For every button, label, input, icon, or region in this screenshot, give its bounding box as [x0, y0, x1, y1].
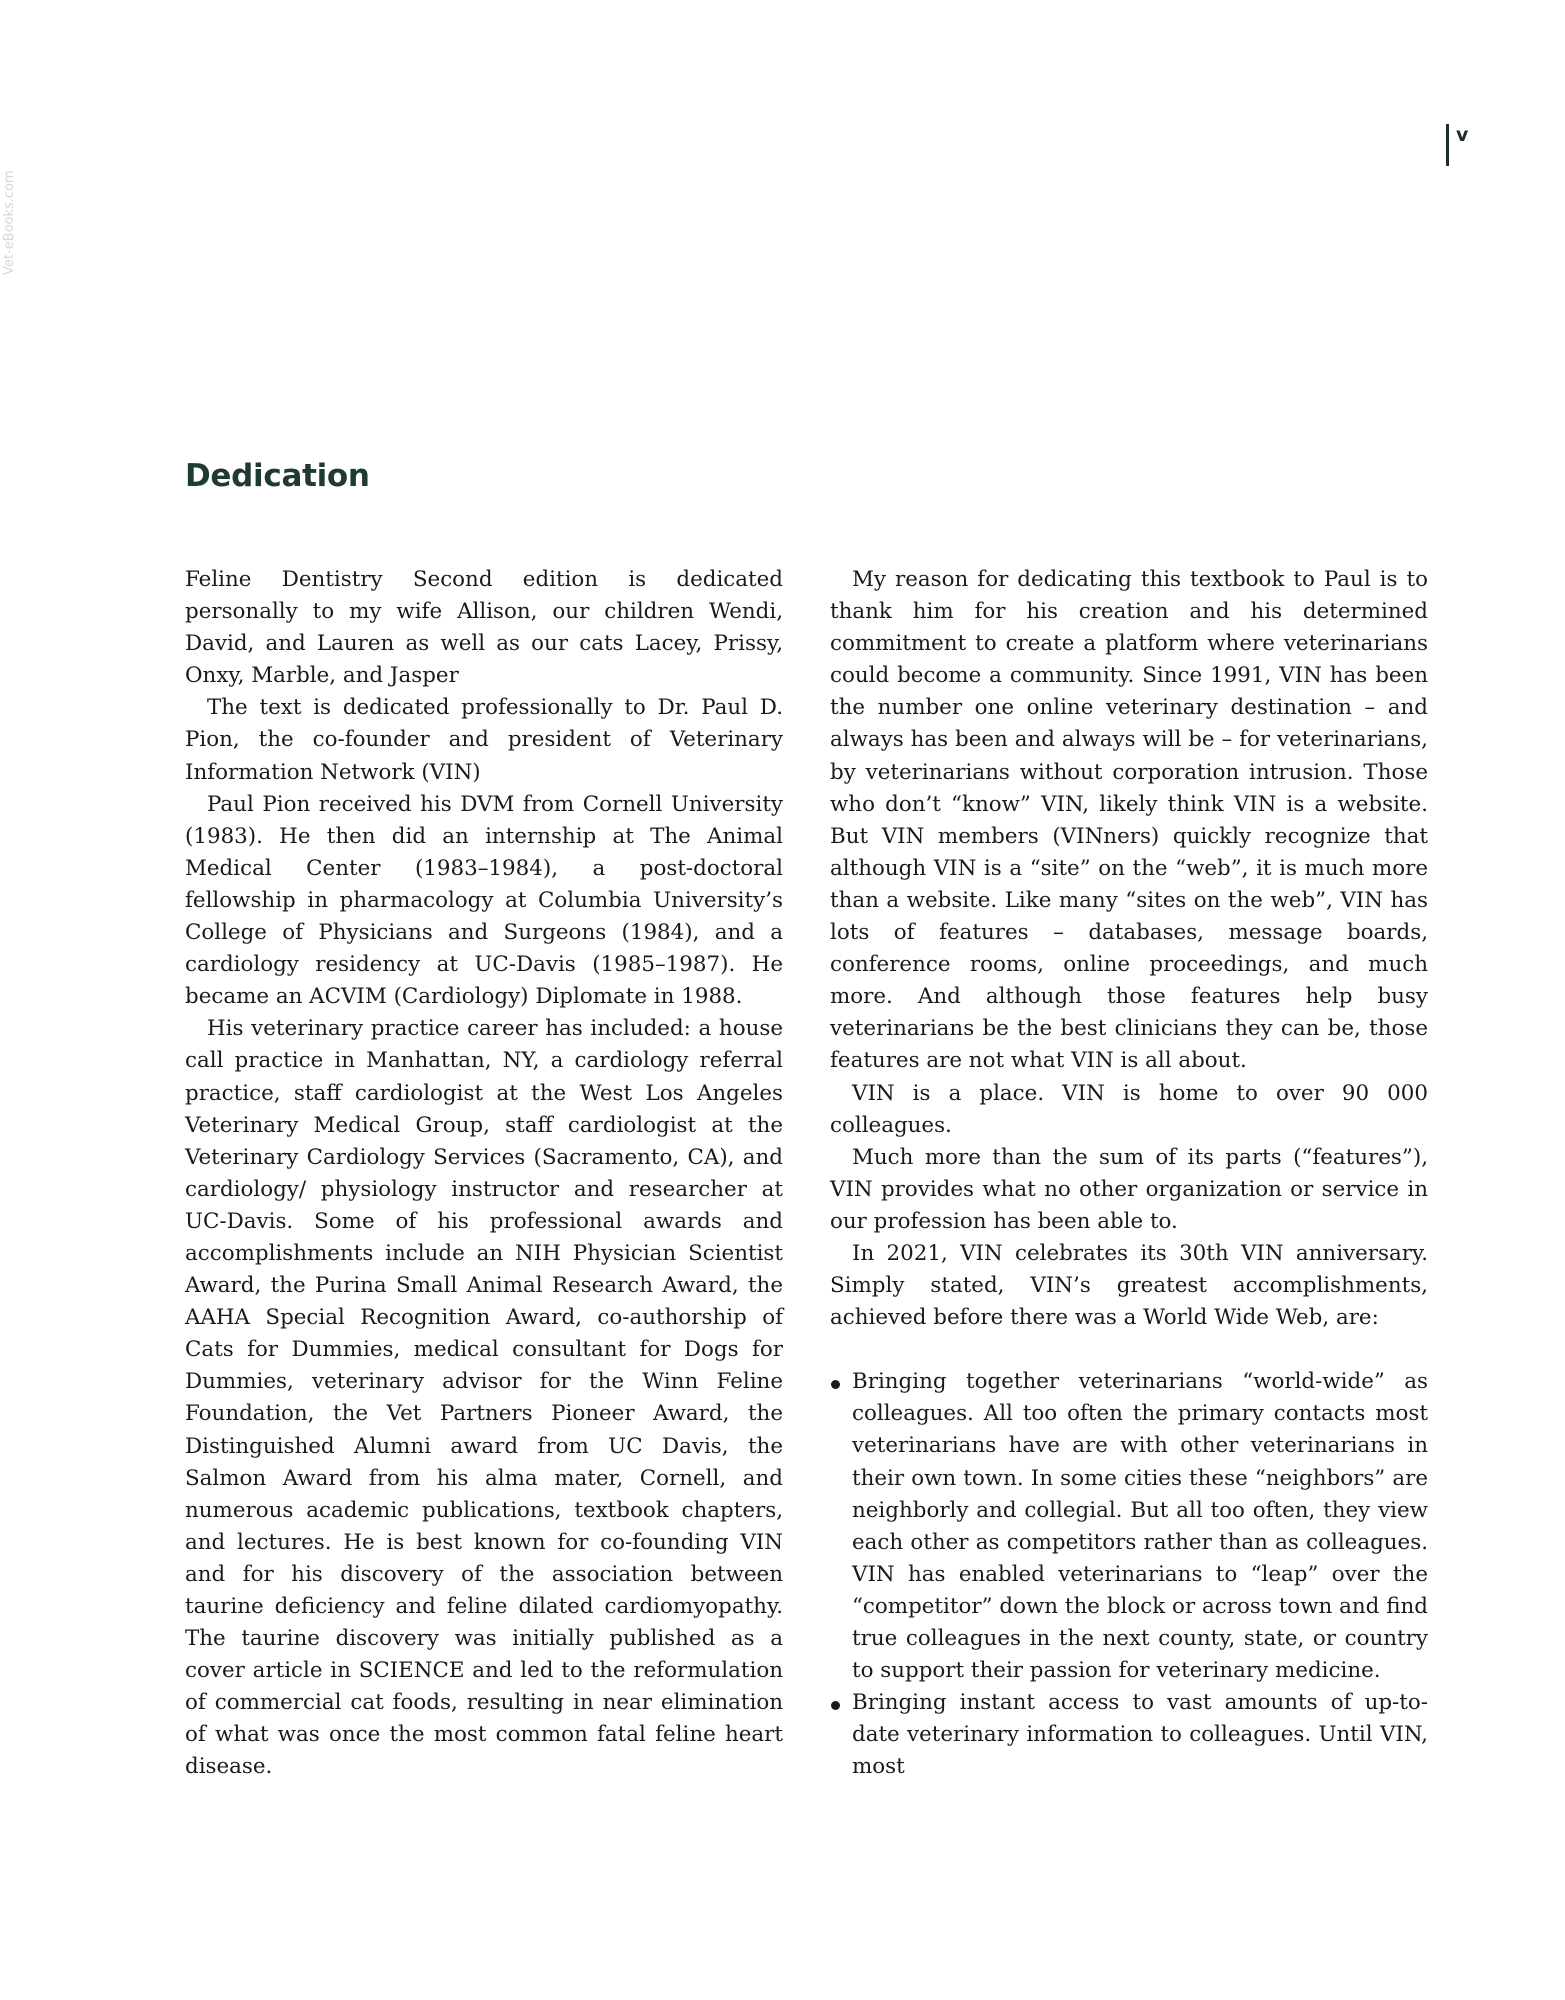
- right-column: [830, 564, 1428, 1783]
- bullet-list: [830, 1366, 1428, 1783]
- bullet-icon: [831, 1380, 840, 1389]
- left-column: [185, 564, 783, 1784]
- watermark-text: Vet-eBooks.com: [2, 170, 17, 275]
- paragraph: In 2021, VIN celebrates its 30th VIN anniversary. Simply stated, VIN’s greatest accomplishments, achieved before there was a World Wide Web, are:: [830, 1240, 1428, 1331]
- bullet-icon: [831, 1701, 840, 1710]
- page-title: Dedication: [185, 458, 370, 494]
- paragraph: My reason for dedicating this textbook to Paul is to thank him for his creation and his determined commitment to create a platform where veterinarians could become a community. Since 1991, VIN has been the number one online veterinary destination – and always has been and always will be – for veterinarians, by veterinarians without corporation intrusion. Those who don’t “know” VIN, likely think VIN is a website. But VIN members (VINners) quickly recognize that although VIN is a “site” on the “web”, it is much more than a website. Like many “sites on the web”, VIN has lots of features – databases, message boards, conference rooms, online proceedings, and much more. And although those features help busy veterinarians be the best clinicians they can be, those features are not what VIN is all about.: [830, 567, 1428, 1074]
- list-item: [830, 1366, 1428, 1687]
- paragraph: Paul Pion received his DVM from Cornell University (1983). He then did an internship at The Animal Medical Center (1983–1984), a post-doctoral fellowship in pharmacology at Columbia University’s College of Physicians and Surgeons (1984), and a cardiology residency at UC-Davis (1985–1987). He became an ACVIM (Cardiology) Diplomate in 1988.: [185, 791, 783, 1010]
- list-item: [830, 1687, 1428, 1783]
- list-item-text: Bringing instant access to vast amounts of up-to-date veterinary information to colleagues. Until VIN, most: [852, 1690, 1428, 1780]
- paragraph: Feline Dentistry Second edition is dedicated personally to my wife Allison, our children Wendi, David, and Lauren as well as our cats Lacey, Prissy, Onxy, Marble, and Jasper: [185, 567, 783, 689]
- paragraph: The text is dedicated professionally to Dr. Paul D. Pion, the co-founder and president of Veterinary Information Network (VIN): [185, 695, 783, 785]
- paragraph: His veterinary practice career has included: a house call practice in Manhattan, NY, a cardiology referral practice, staff cardiologist at the West Los Angeles Veterinary Medical Group, staff cardiologist at the Veterinary Cardiology Services (Sacramento, CA), and cardiology/ physiology instructor and researcher at UC-Davis. Some of his professional awards and accomplishments include an NIH Physician Scientist Award, the Purina Small Animal Research Award, the AAHA Special Recognition Award, co-authorship of Cats for Dummies, medical consultant for Dogs for Dummies, veterinary advisor for the Winn Feline Foundation, the Vet Partners Pioneer Award, the Distinguished Alumni award from UC Davis, the Salmon Award from his alma mater, Cornell, and numerous academic publications, textbook chapters, and lectures. He is best known for co-founding VIN and for his discovery of the association between taurine deficiency and feline dilated cardiomyopathy. The taurine discovery was initially published as a cover article in SCIENCE and led to the reformulation of commercial cat foods, resulting in near elimination of what was once the most common fatal feline heart disease.: [185, 1016, 783, 1780]
- paragraph: VIN is a place. VIN is home to over 90 000 colleagues.: [830, 1080, 1428, 1138]
- page-number: v: [1456, 124, 1469, 146]
- page-number-rule: [1446, 124, 1449, 166]
- list-item-text: Bringing together veterinarians “world-wide” as colleagues. All too often the primary contacts most veterinarians have are with other veterinarians in their own town. In some cities these “neighbors” are neighborly and collegial. But all too often, they view each other as competitors rather than as colleagues. VIN has enabled veterinarians to “leap” over the “competitor” down the block or across town and find true colleagues in the next county, state, or country to support their passion for veterinary medicine.: [852, 1369, 1428, 1684]
- paragraph: Much more than the sum of its parts (“features”), VIN provides what no other organization or service in our profession has been able to.: [830, 1144, 1428, 1234]
